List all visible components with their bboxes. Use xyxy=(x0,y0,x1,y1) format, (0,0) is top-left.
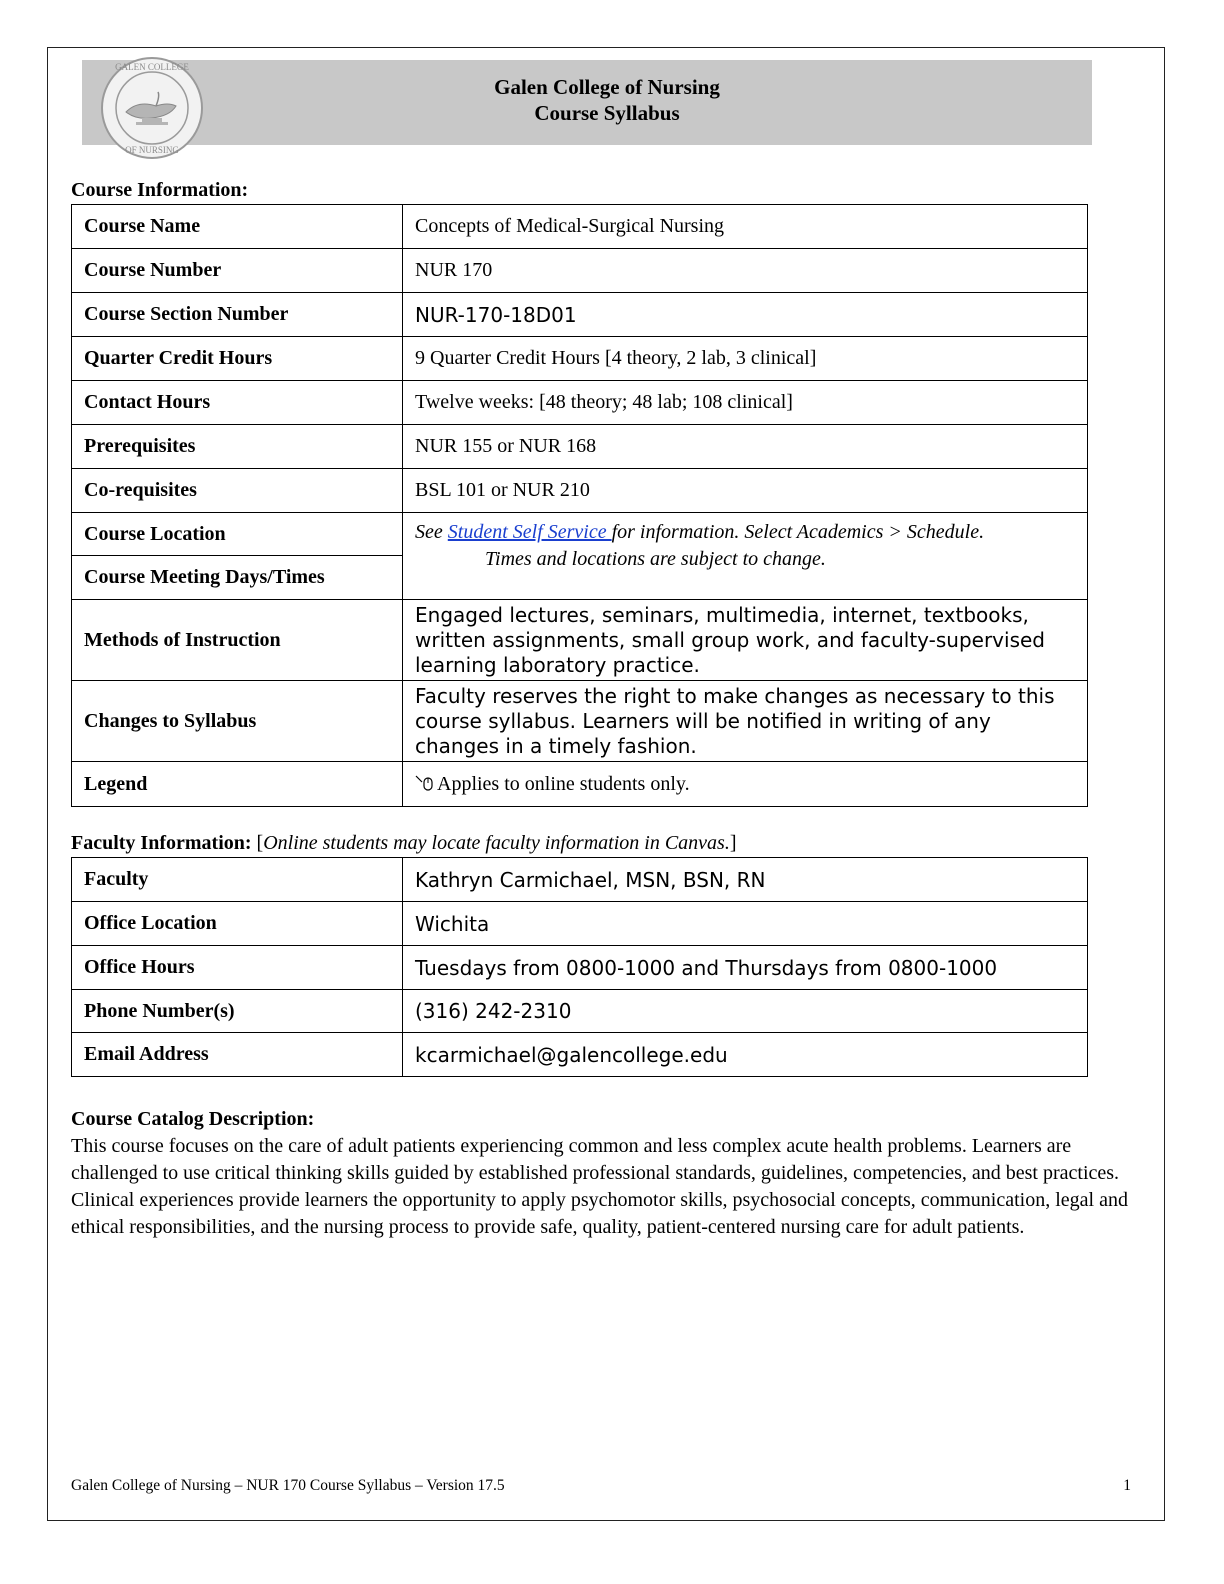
row-value: Faculty reserves the right to make changes as necessary to this course syllabus. Learners will be notified in writing of any changes in a timely fashion. xyxy=(403,681,1088,762)
table-row xyxy=(72,293,1088,337)
row-label: Co-requisites xyxy=(72,469,403,513)
row-value: 9 Quarter Credit Hours [4 theory, 2 lab, 3 clinical] xyxy=(403,337,1088,381)
row-label: Quarter Credit Hours xyxy=(72,337,403,381)
faculty-info-title xyxy=(71,832,737,855)
table-row xyxy=(72,946,1088,990)
table-row xyxy=(72,513,1088,556)
row-value: Concepts of Medical-Surgical Nursing xyxy=(403,205,1088,249)
row-label: Course Section Number xyxy=(72,293,403,337)
location-note-line2: Times and locations are subject to change. xyxy=(485,548,826,570)
mouse-cursor-icon xyxy=(415,774,437,792)
faculty-info-table xyxy=(71,857,1088,1077)
table-row xyxy=(72,381,1088,425)
table-row xyxy=(72,762,1088,807)
row-value: Engaged lectures, seminars, multimedia, internet, textbooks, written assignments, small group work, and faculty-supervised learning laboratory practice. xyxy=(403,600,1088,681)
row-value: NUR 170 xyxy=(403,249,1088,293)
faculty-note-open: [ xyxy=(251,832,264,854)
course-info-title: Course Information: xyxy=(71,179,249,201)
row-value: Kathryn Carmichael, MSN, BSN, RN xyxy=(403,858,1088,902)
table-row xyxy=(72,990,1088,1033)
table-row xyxy=(72,337,1088,381)
document-header xyxy=(82,74,1132,126)
row-label: Changes to Syllabus xyxy=(72,681,403,762)
row-value: BSL 101 or NUR 210 xyxy=(403,469,1088,513)
row-value: Wichita xyxy=(403,902,1088,946)
table-row xyxy=(72,858,1088,902)
page-footer xyxy=(71,1477,1131,1495)
table-row xyxy=(72,902,1088,946)
faculty-note: Online students may locate faculty information in Canvas. xyxy=(263,832,730,854)
row-value[interactable]: kcarmichael@galencollege.edu xyxy=(403,1033,1088,1077)
row-value: NUR 155 or NUR 168 xyxy=(403,425,1088,469)
location-note xyxy=(403,513,1088,600)
row-label: Email Address xyxy=(72,1033,403,1077)
row-label: Course Name xyxy=(72,205,403,249)
row-label: Faculty xyxy=(72,858,403,902)
row-label: Course Location xyxy=(72,513,403,556)
table-row xyxy=(72,469,1088,513)
row-label: Office Location xyxy=(72,902,403,946)
row-label: Methods of Instruction xyxy=(72,600,403,681)
student-self-service-link[interactable]: Student Self Service xyxy=(447,521,612,543)
document-title: Course Syllabus xyxy=(534,101,680,125)
faculty-note-close: ] xyxy=(729,832,737,854)
row-value: NUR-170-18D01 xyxy=(403,293,1088,337)
table-row xyxy=(72,600,1088,681)
row-value: Twelve weeks: [48 theory; 48 lab; 108 clinical] xyxy=(403,381,1088,425)
row-label: Office Hours xyxy=(72,946,403,990)
table-row xyxy=(72,681,1088,762)
location-note-middle: for information. Select Academics > Schedule. xyxy=(611,521,985,543)
row-label: Course Meeting Days/Times xyxy=(72,556,403,600)
row-value: (316) 242-2310 xyxy=(403,990,1088,1033)
row-label: Contact Hours xyxy=(72,381,403,425)
row-value: Tuesdays from 0800-1000 and Thursdays from 0800-1000 xyxy=(403,946,1088,990)
faculty-info-heading: Faculty Information: xyxy=(71,832,252,854)
course-info-table xyxy=(71,204,1088,807)
table-row xyxy=(72,249,1088,293)
row-label: Course Number xyxy=(72,249,403,293)
page-number: 1 xyxy=(1123,1477,1131,1494)
row-value xyxy=(403,762,1088,807)
row-label: Phone Number(s) xyxy=(72,990,403,1033)
institution-name: Galen College of Nursing xyxy=(494,75,720,99)
catalog-title: Course Catalog Description: xyxy=(71,1108,315,1130)
row-label: Prerequisites xyxy=(72,425,403,469)
svg-text:OF NURSING: OF NURSING xyxy=(125,145,179,155)
row-label: Legend xyxy=(72,762,403,807)
table-row xyxy=(72,425,1088,469)
svg-text:GALEN COLLEGE: GALEN COLLEGE xyxy=(115,62,189,72)
footer-text: Galen College of Nursing – NUR 170 Course Syllabus – Version 17.5 xyxy=(71,1477,505,1494)
table-row xyxy=(72,1033,1088,1077)
catalog-description xyxy=(71,1106,1131,1241)
table-row xyxy=(72,205,1088,249)
legend-text: Applies to online students only. xyxy=(437,772,690,795)
catalog-text: This course focuses on the care of adult patients experiencing common and less complex acute health problems. Learners are challenged to use critical thinking skills guided by established professional standards, guidelines, competencies, and best practices. Clinical experiences provide learners the opportunity to apply psychomotor skills, psychosocial concepts, communication, legal and ethical responsibilities, and the nursing process to provide safe, quality, patient-centered nursing care for adult patients. xyxy=(71,1135,1128,1238)
location-note-prefix: See xyxy=(415,521,448,543)
